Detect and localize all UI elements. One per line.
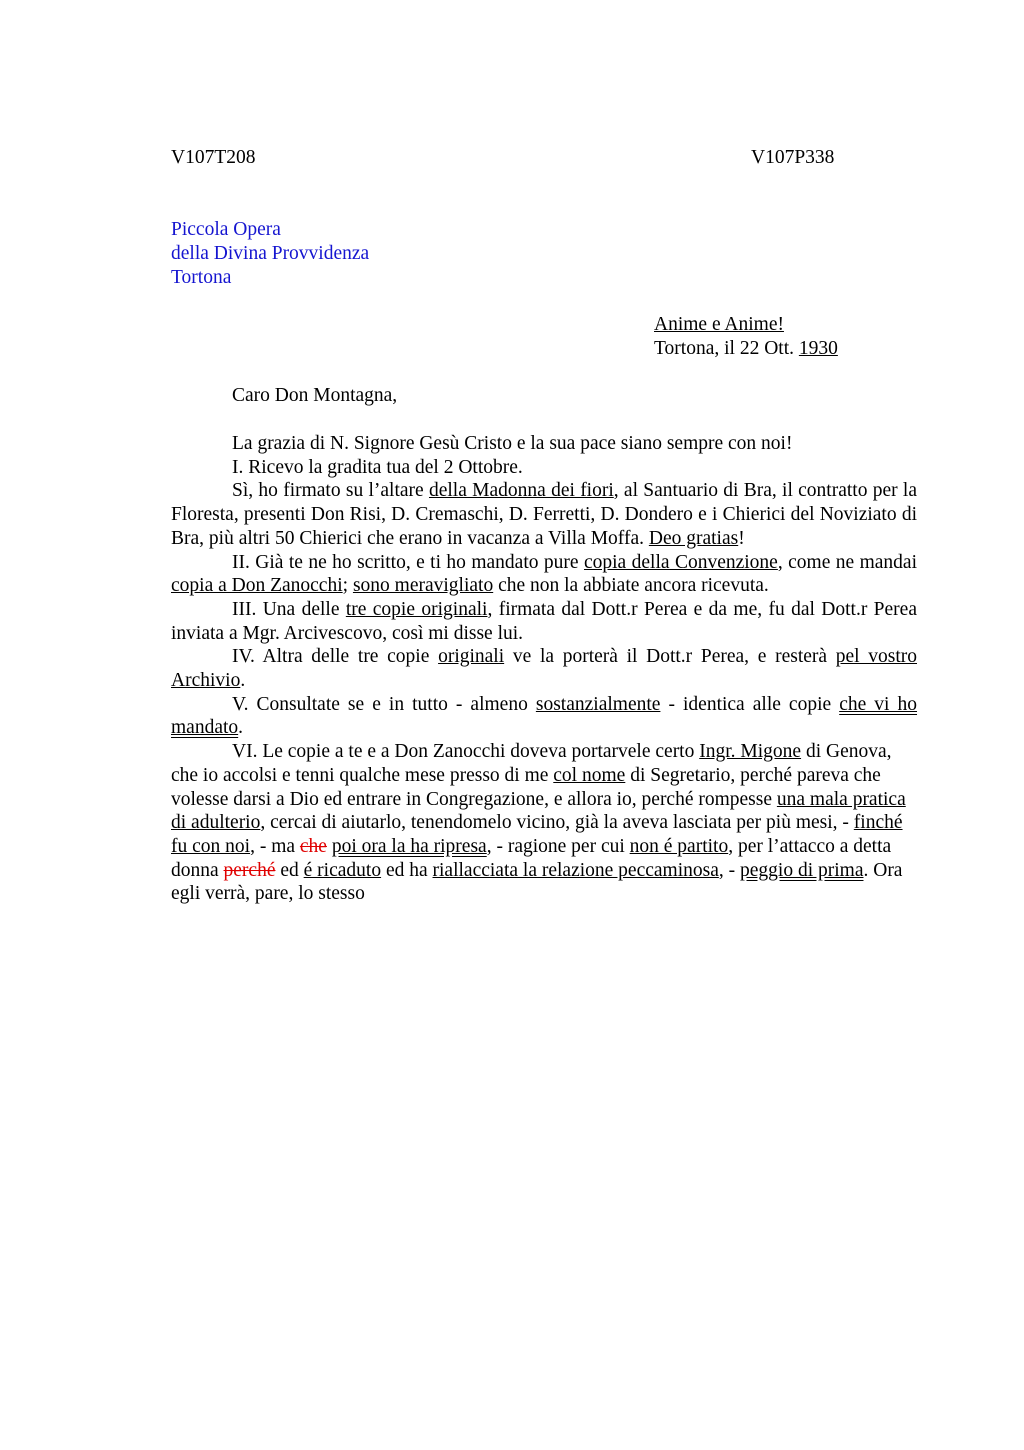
underlined-phrase: una mala pratica di adulterio — [171, 788, 906, 834]
underlined-phrase: originali — [438, 646, 505, 668]
double-underlined-phrase: che vi ho mandato — [171, 693, 918, 739]
dateline — [654, 313, 838, 361]
letter-body — [171, 432, 917, 906]
underlined-phrase: finché fu con noi — [171, 812, 903, 857]
underlined-phrase: sono meravigliato — [352, 575, 494, 597]
underlined-phrase: pel vostro Archivio — [171, 646, 917, 692]
underlined-phrase: é ricaduto — [303, 859, 382, 881]
underlined-phrase: della Madonna dei fiori — [428, 480, 614, 502]
paragraph-greeting: La grazia di N. Signore Gesù Cristo e la sua pace siano sempre con noi! — [232, 433, 793, 454]
letterhead — [171, 218, 369, 290]
document-reference-right: V107P338 — [751, 147, 835, 168]
letterhead-line-2: della Divina Provvidenza — [171, 243, 370, 264]
deleted-word: che — [299, 835, 327, 857]
underlined-phrase: copia della Convenzione — [583, 551, 778, 573]
date-text: Tortona, il 22 Ott. — [654, 338, 799, 359]
document-reference-left: V107T208 — [171, 147, 256, 168]
motto: Anime e Anime! — [654, 314, 784, 335]
underlined-phrase: Ingr. Migone — [699, 741, 802, 763]
paragraph-i: I. Ricevo la gradita tua del 2 Ottobre. — [232, 456, 523, 478]
deleted-word: perché — [223, 859, 276, 881]
underlined-phrase: tre copie originali — [345, 598, 488, 620]
underlined-phrase: riallacciata la relazione peccaminosa — [432, 859, 719, 881]
underlined-phrase: col nome — [553, 764, 626, 786]
double-underlined-phrase: peggio di prima — [740, 859, 864, 881]
paragraph-iii: III. Una delle tre copie originali, firmata dal Dott.r Perea e da me, fu dal Dott.r Perea inviata a Mgr. Arcivescovo, così mi disse lui. — [171, 598, 917, 644]
underlined-phrase: copia a Don Zanocchi — [171, 575, 343, 597]
underlined-phrase: sostanzialmente — [535, 693, 661, 715]
underlined-phrase: Deo gratias — [648, 527, 739, 549]
paragraph-vi: VI. Le copie a te e a Don Zanocchi doveva portarvele certo Ingr. Migone di Genova, che io accolsi e tenni qualche mese presso di me col nome di Segretario, perché pareva che volesse darsi a Dio ed entrare in Congregazione, e allora io, perché rompesse una mala pratica di adulterio, cercai di aiutarlo, tenendomelo vicino, già la aveva lasciata per più mesi, - finché fu con noi, - ma che poi ora la ha ripresa, - ragione per cui non é partito, per l’attacco a detta donna perché ed é ricaduto ed ha riallacciata la relazione peccaminosa, - peggio di prima. Ora egli verrà, pare, lo stesso — [171, 741, 906, 905]
date-year: 1930 — [798, 338, 838, 359]
letterhead-line-3: Tortona — [171, 267, 232, 288]
paragraph-contract: Sì, ho firmato su l’altare della Madonna dei fiori, al Santuario di Bra, il contratto per la Floresta, presenti Don Risi, D. Cremaschi, D. Ferretti, D. Dondero e i Chierici del Noviziato di Bra, più altri 50 Chierici che erano in vacanza a Villa Moffa. Deo gratias! — [171, 480, 917, 549]
double-underlined-phrase: poi ora la ha ripresa — [331, 835, 487, 857]
paragraph-v: V. Consultate se e in tutto - almeno sostanzialmente - identica alle copie che vi ho mandato. — [171, 693, 918, 739]
underlined-phrase: non é partito — [629, 835, 729, 857]
letterhead-line-1: Piccola Opera — [171, 219, 281, 240]
paragraph-ii: II. Già te ne ho scritto, e ti ho mandato pure copia della Convenzione, come ne mandai copia a Don Zanocchi; sono meravigliato che non la abbiate ancora ricevuta. — [171, 551, 917, 597]
place-date — [654, 337, 838, 361]
paragraph-iv: IV. Altra delle tre copie originali ve la porterà il Dott.r Perea, e resterà pel vostro Archivio. — [171, 646, 917, 692]
salutation: Caro Don Montagna, — [232, 385, 398, 406]
